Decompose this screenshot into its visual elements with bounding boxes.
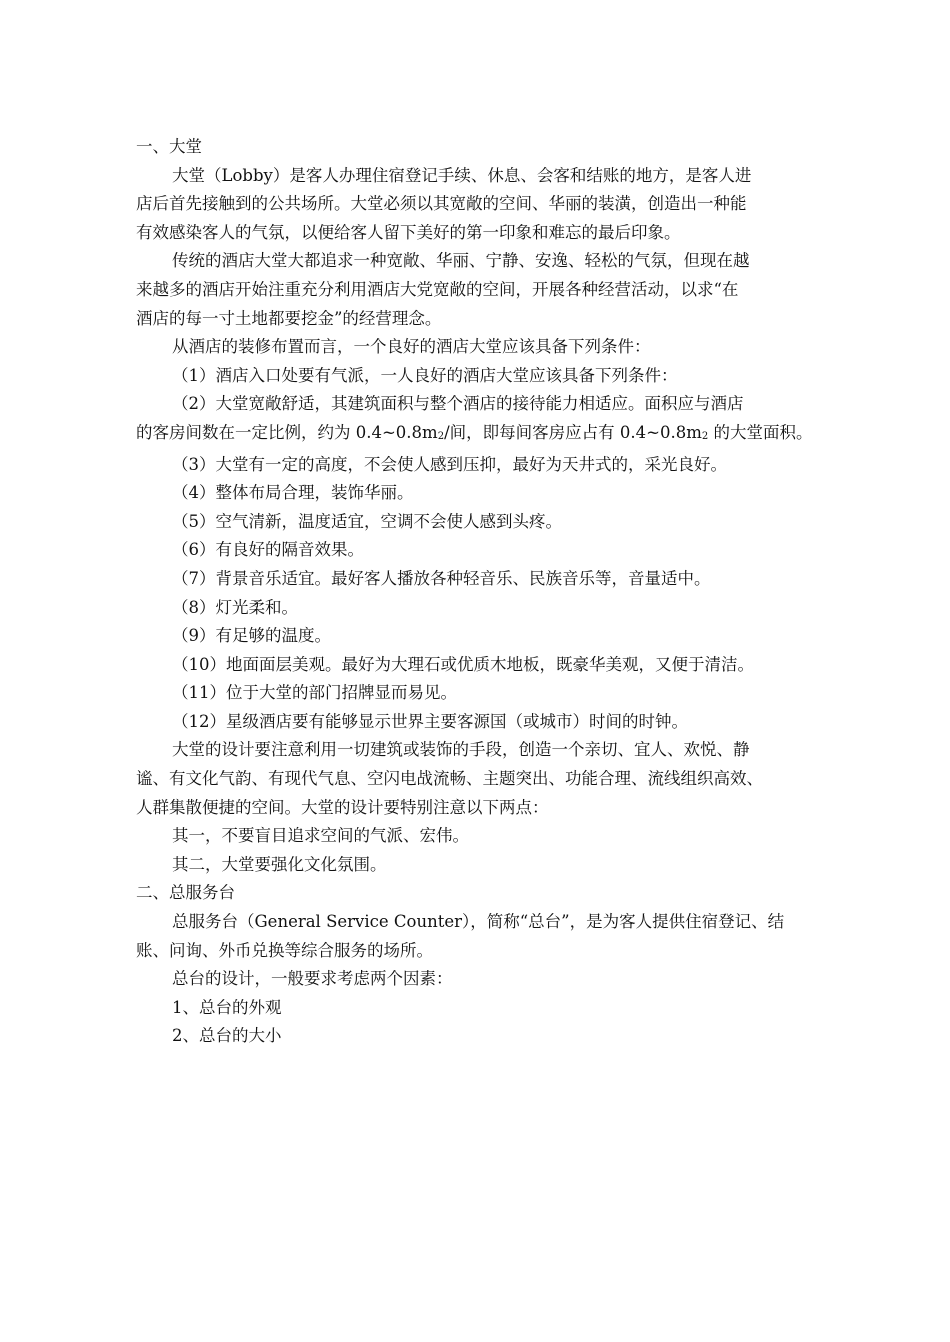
list-item: （4）整体布局合理，装饰华丽。: [172, 483, 414, 503]
factor-item: 2、总台的大小: [172, 1026, 282, 1046]
paragraph-front-desk-factors: 总台的设计，一般要求考虑两个因素：: [172, 969, 453, 989]
design-point-1: 其一，不要盲目追求空间的气派、宏伟。: [172, 826, 469, 846]
text-fragment: 的客房间数在一定比例，约为 0.4~0.8m: [136, 422, 438, 442]
paragraph-lobby-tradition: [136, 247, 820, 333]
paragraph-line: 人群集散便捷的空间。大堂的设计要特别注意以下两点：: [136, 797, 549, 817]
list-item: （3）大堂有一定的高度，不会使人感到压抑，最好为天井式的，采光良好。: [172, 454, 727, 474]
paragraph-line: 大堂（Lobby）是客人办理住宿登记手续、休息、会客和结账的地方，是客人进: [172, 165, 752, 185]
conditions-list: [136, 362, 820, 737]
text-fragment: 的大堂面积。: [708, 422, 813, 442]
paragraph-conditions-intro: 从酒店的装修布置而言，一个良好的酒店大堂应该具备下列条件：: [172, 337, 651, 357]
list-item: （1）酒店入口处要有气派，一人良好的酒店大堂应该具备下列条件：: [172, 365, 678, 385]
list-item: （10）地面面层美观。最好为大理石或优质木地板，既豪华美观，又便于清洁。: [172, 654, 754, 674]
document-page: [136, 133, 820, 1051]
list-item: （11）位于大堂的部门招牌显而易见。: [172, 683, 457, 703]
section-heading-front-desk: 二、总服务台: [136, 883, 235, 903]
list-item-continuation: [136, 419, 820, 451]
list-item: （7）背景音乐适宜。最好客人播放各种轻音乐、民族音乐等，音量适中。: [172, 568, 711, 588]
paragraph-line: 账、问询、外币兑换等综合服务的场所。: [136, 940, 433, 960]
paragraph-line: 大堂的设计要注意利用一切建筑或装饰的手段，创造一个亲切、宜人、欢悦、静: [172, 740, 750, 760]
paragraph-line: 总服务台（General Service Counter），简称“总台”，是为客人提供住宿登记、结: [172, 912, 785, 932]
paragraph-line: 来越多的酒店开始注重充分利用酒店大党宽敞的空间，开展各种经营活动，以求“在: [136, 279, 739, 299]
factor-item: 1、总台的外观: [172, 997, 282, 1017]
superscript-unit: 2: [437, 430, 445, 442]
paragraph-front-desk-definition: [136, 908, 820, 965]
list-item: （9）有足够的温度。: [172, 626, 331, 646]
paragraph-line: 店后首先接触到的公共场所。大堂必须以其宽敞的空间、华丽的装潢，创造出一种能: [136, 194, 747, 214]
list-item: （6）有良好的隔音效果。: [172, 540, 364, 560]
superscript-unit: 2: [701, 430, 709, 442]
paragraph-lobby-design: [136, 736, 820, 822]
paragraph-line: 有效感染客人的气氛，以便给客人留下美好的第一印象和难忘的最后印象。: [136, 222, 681, 242]
list-item: （5）空气清新，温度适宜，空调不会使人感到头疼。: [172, 511, 562, 531]
list-item: （12）星级酒店要有能够显示世界主要客源国（或城市）时间的时钟。: [172, 711, 688, 731]
list-item: （2）大堂宽敞舒适，其建筑面积与整个酒店的接待能力相适应。面积应与酒店: [172, 394, 744, 414]
list-item: （8）灯光柔和。: [172, 597, 298, 617]
paragraph-line: 谧、有文化气韵、有现代气息、空闪电战流畅、主题突出、功能合理、流线组织高效、: [136, 769, 763, 789]
paragraph-line: 传统的酒店大堂大都追求一种宽敞、华丽、宁静、安逸、轻松的气氛，但现在越: [172, 251, 750, 271]
paragraph-line: 酒店的每一寸土地都要挖金”的经营理念。: [136, 308, 442, 328]
paragraph-lobby-definition: [136, 162, 820, 248]
design-point-2: 其二，大堂要强化文化氛围。: [172, 854, 387, 874]
text-fragment: /间，即每间客房应占有 0.4~0.8m: [444, 422, 702, 442]
section-heading-lobby: 一、大堂: [136, 137, 202, 156]
